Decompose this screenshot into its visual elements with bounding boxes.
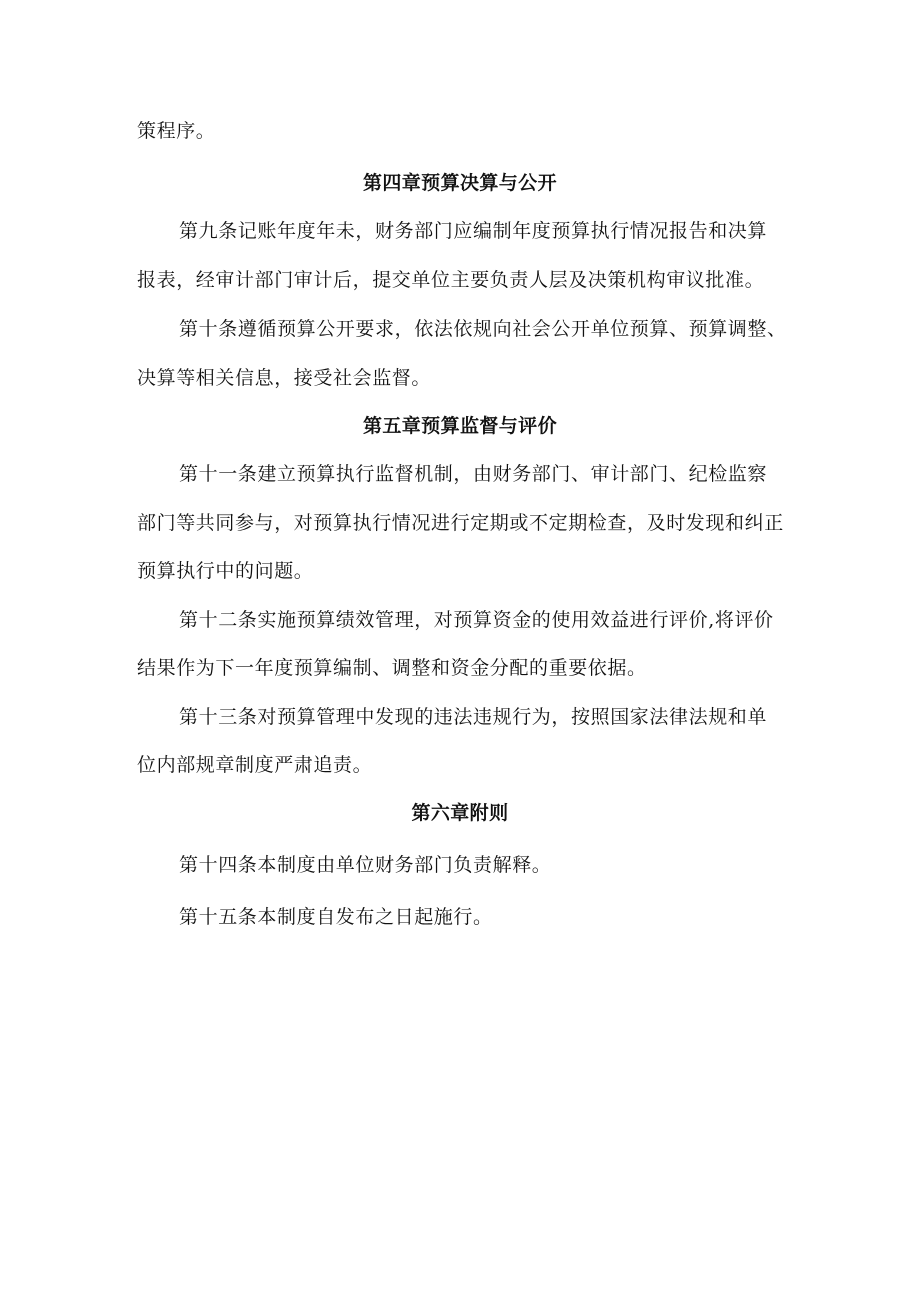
paragraph-line: 报表，经审计部门审计后，提交单位主要负责人层及决策机构审议批准。	[137, 269, 765, 291]
paragraph-line: 第十四条本制度由单位财务部门负责解释。	[179, 854, 552, 876]
chapter-heading-5: 第五章预算监督与评价	[362, 415, 557, 437]
paragraph-line: 第十一条建立预算执行监督机制，由财务部门、审计部门、纪检监察	[179, 463, 768, 485]
paragraph-line: 第十条遵循预算公开要求，依法依规向社会公开单位预算、预算调整、	[179, 318, 787, 340]
paragraph-line: 第十三条对预算管理中发现的违法违规行为，按照国家法律法规和单	[179, 706, 768, 728]
paragraph-line: 预算执行中的问题。	[137, 560, 314, 582]
paragraph-line: 第十五条本制度自发布之日起施行。	[179, 906, 493, 928]
paragraph-line: 结果作为下一年度预算编制、调整和资金分配的重要依据。	[137, 657, 647, 679]
paragraph-line: 第九条记账年度年未，财务部门应编制年度预算执行情况报告和决算	[179, 220, 768, 242]
paragraph-line: 策程序。	[137, 120, 216, 142]
chapter-heading-6: 第六章附则	[411, 802, 509, 824]
paragraph-line: 部门等共同参与，对预算执行情况进行定期或不定期检查，及时发现和纠正	[137, 512, 784, 534]
paragraph-line: 位内部规章制度严肃追责。	[137, 754, 373, 776]
paragraph-line: 决算等相关信息，接受社会监督。	[137, 367, 432, 389]
paragraph-line: 第十二条实施预算绩效管理，对预算资金的使用效益进行评价,将评价	[179, 609, 774, 631]
chapter-heading-4: 第四章预算决算与公开	[362, 172, 557, 194]
